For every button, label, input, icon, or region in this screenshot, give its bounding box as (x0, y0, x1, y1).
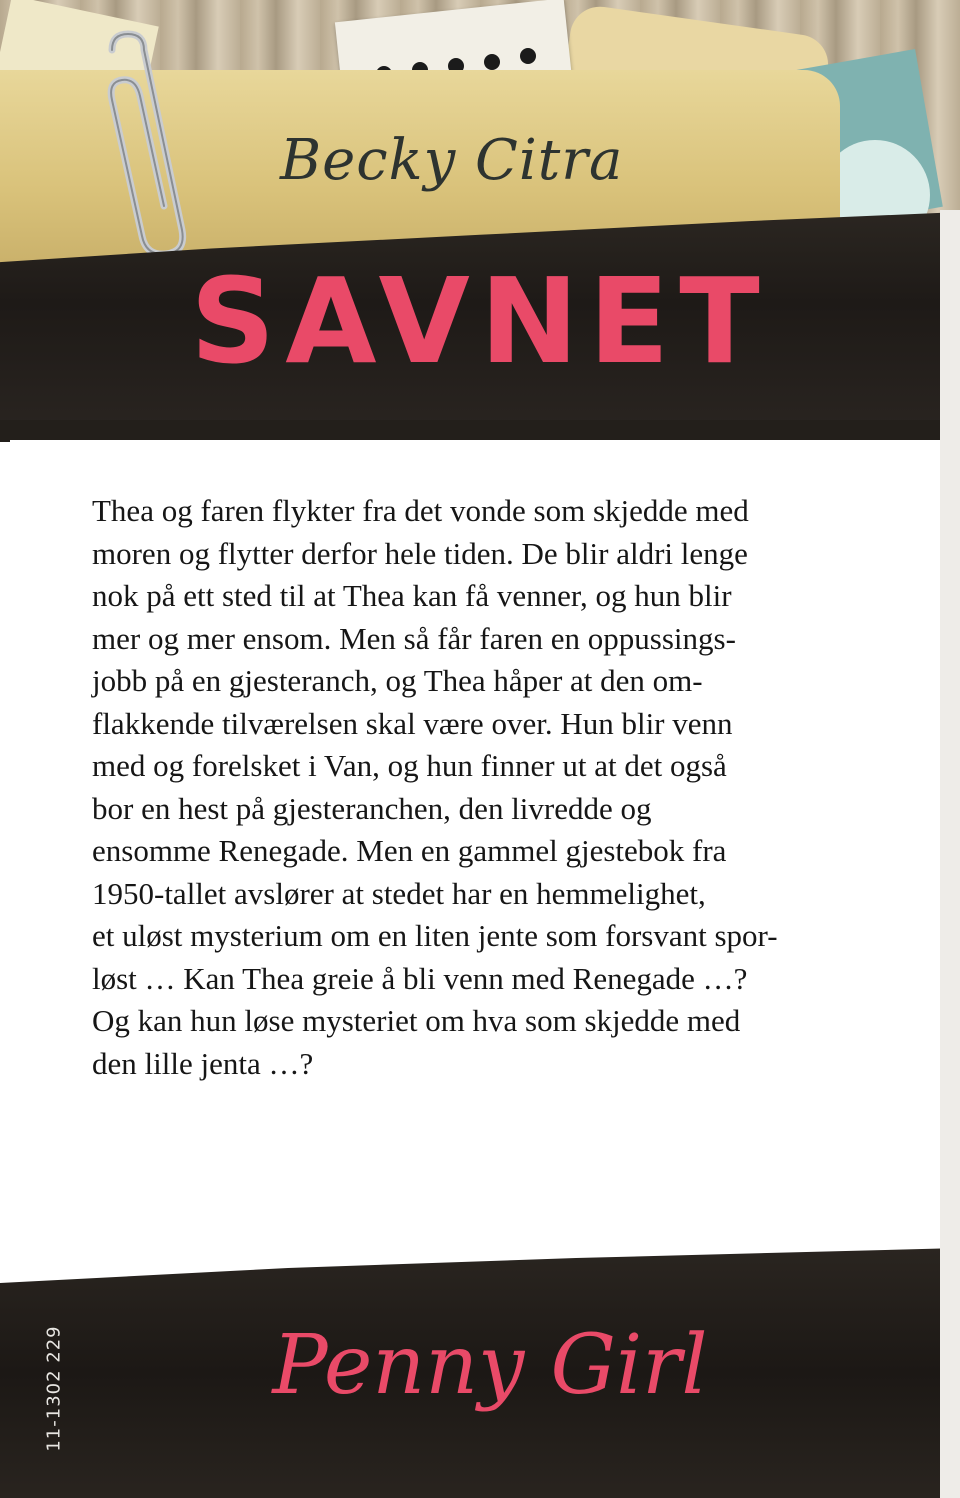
blurb-line: med og forelsket i Van, og hun finner ut at det også (92, 748, 727, 783)
series-logo: Penny Girl (272, 1318, 708, 1413)
blurb-text (92, 490, 882, 1085)
isbn-code: 11-1302 229 (43, 1325, 65, 1452)
blurb-line: 1950-tallet avslører at stedet har en hemmelighet, (92, 875, 706, 911)
author-name: Becky Citra (280, 128, 624, 193)
blurb-line: Og kan hun løse mysteriet om hva som skjedde med (92, 1003, 741, 1038)
blurb-line: flakkende tilværelsen skal være over. Hun blir venn (92, 705, 733, 741)
blurb-line: løst … Kan Thea greie å bli venn med Renegade …? (92, 960, 748, 996)
blurb-line: nok på ett sted til at Thea kan få venner, og hun blir (92, 578, 732, 613)
paperclip-icon (72, 30, 212, 260)
blurb-line: bor en hest på gjesteranchen, den livredde og (92, 790, 652, 826)
blurb-line: moren og flytter derfor hele tiden. De blir aldri lenge (92, 535, 748, 571)
blurb-line: ensomme Renegade. Men en gammel gjestebok fra (92, 833, 727, 868)
blurb-line: et uløst mysterium om en liten jente som forsvant spor- (92, 918, 778, 953)
blurb-line: jobb på en gjesteranch, og Thea håper at den om- (92, 663, 703, 698)
cover-edge (940, 210, 960, 1498)
blurb-line: mer og mer ensom. Men så får faren en oppussings- (92, 620, 736, 656)
black-tape-top-edge (0, 420, 960, 442)
blurb-line: den lille jenta …? (92, 1045, 314, 1081)
book-title: SAVNET (190, 252, 770, 390)
blurb-line: Thea og faren flykter fra det vonde som skjedde med (92, 493, 749, 528)
